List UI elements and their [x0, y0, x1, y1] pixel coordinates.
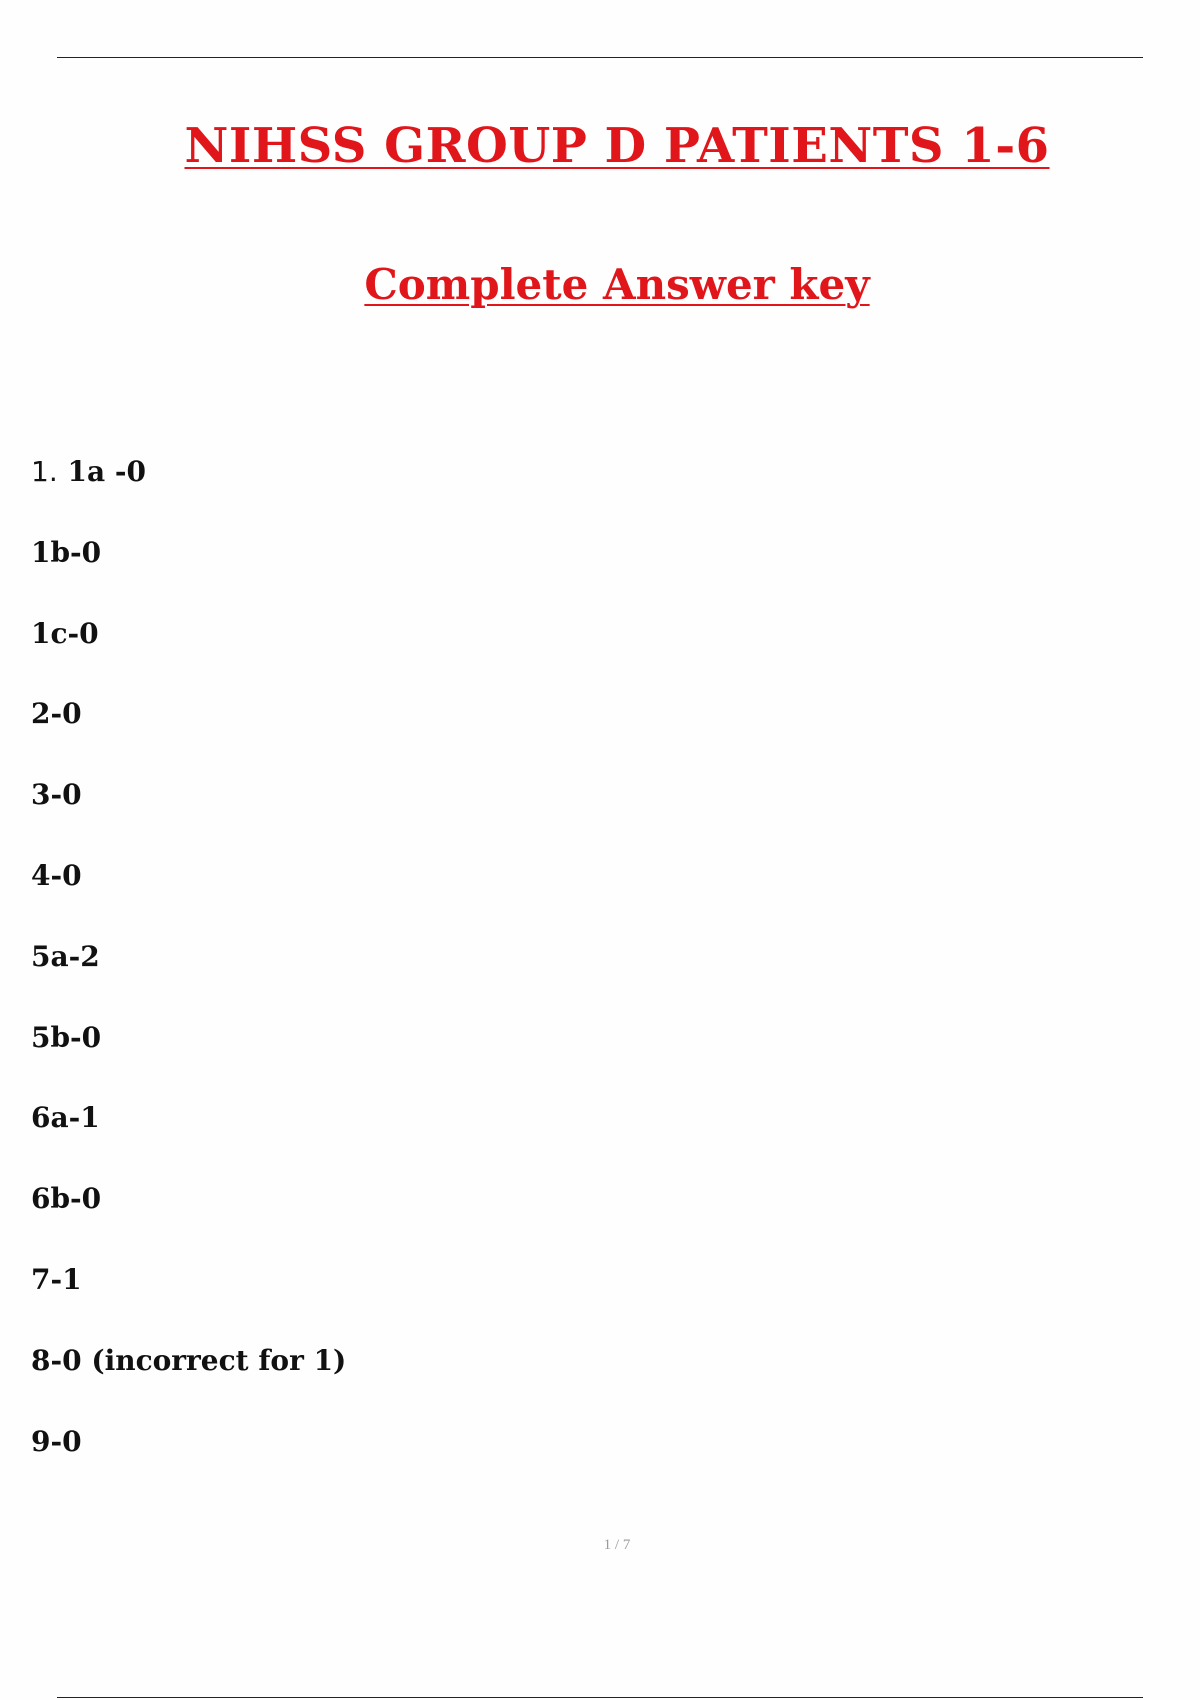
answer-text: 1a -0 [67, 455, 146, 488]
document-subtitle: Complete Answer key [364, 260, 870, 309]
top-divider [57, 57, 1143, 58]
answer-item [31, 1018, 346, 1099]
answer-text: 6b-0 [31, 1182, 102, 1216]
answer-item [31, 614, 346, 695]
answer-item [31, 694, 346, 775]
answer-item [31, 937, 346, 1018]
page-number: 1 / 7 [603, 1537, 631, 1553]
bottom-divider [57, 1697, 1143, 1698]
answer-text: 7-1 [31, 1262, 82, 1296]
answer-item [31, 1260, 346, 1341]
answer-item [31, 856, 346, 937]
answer-text: 8-0 (incorrect for 1) [31, 1343, 347, 1377]
answer-item [31, 775, 346, 856]
item-number: 1. [31, 455, 58, 488]
document-title: NIHSS GROUP D PATIENTS 1-6 [184, 118, 1050, 174]
answer-text: 2-0 [31, 697, 82, 731]
answer-text: 1b-0 [31, 535, 102, 569]
answer-item [31, 452, 346, 533]
answer-item [31, 1098, 346, 1179]
answer-item [31, 1179, 346, 1260]
answer-text: 5a-2 [31, 939, 100, 973]
answer-item [31, 533, 346, 614]
answer-text: 6a-1 [31, 1101, 100, 1135]
answer-text: 4-0 [31, 858, 82, 892]
answer-text: 9-0 [31, 1424, 82, 1458]
answer-text: 5b-0 [31, 1020, 102, 1054]
answer-list [31, 452, 346, 1502]
answer-item [31, 1422, 346, 1503]
answer-item [31, 1341, 346, 1422]
answer-text: 1c-0 [31, 616, 99, 650]
answer-text: 3-0 [31, 778, 82, 812]
